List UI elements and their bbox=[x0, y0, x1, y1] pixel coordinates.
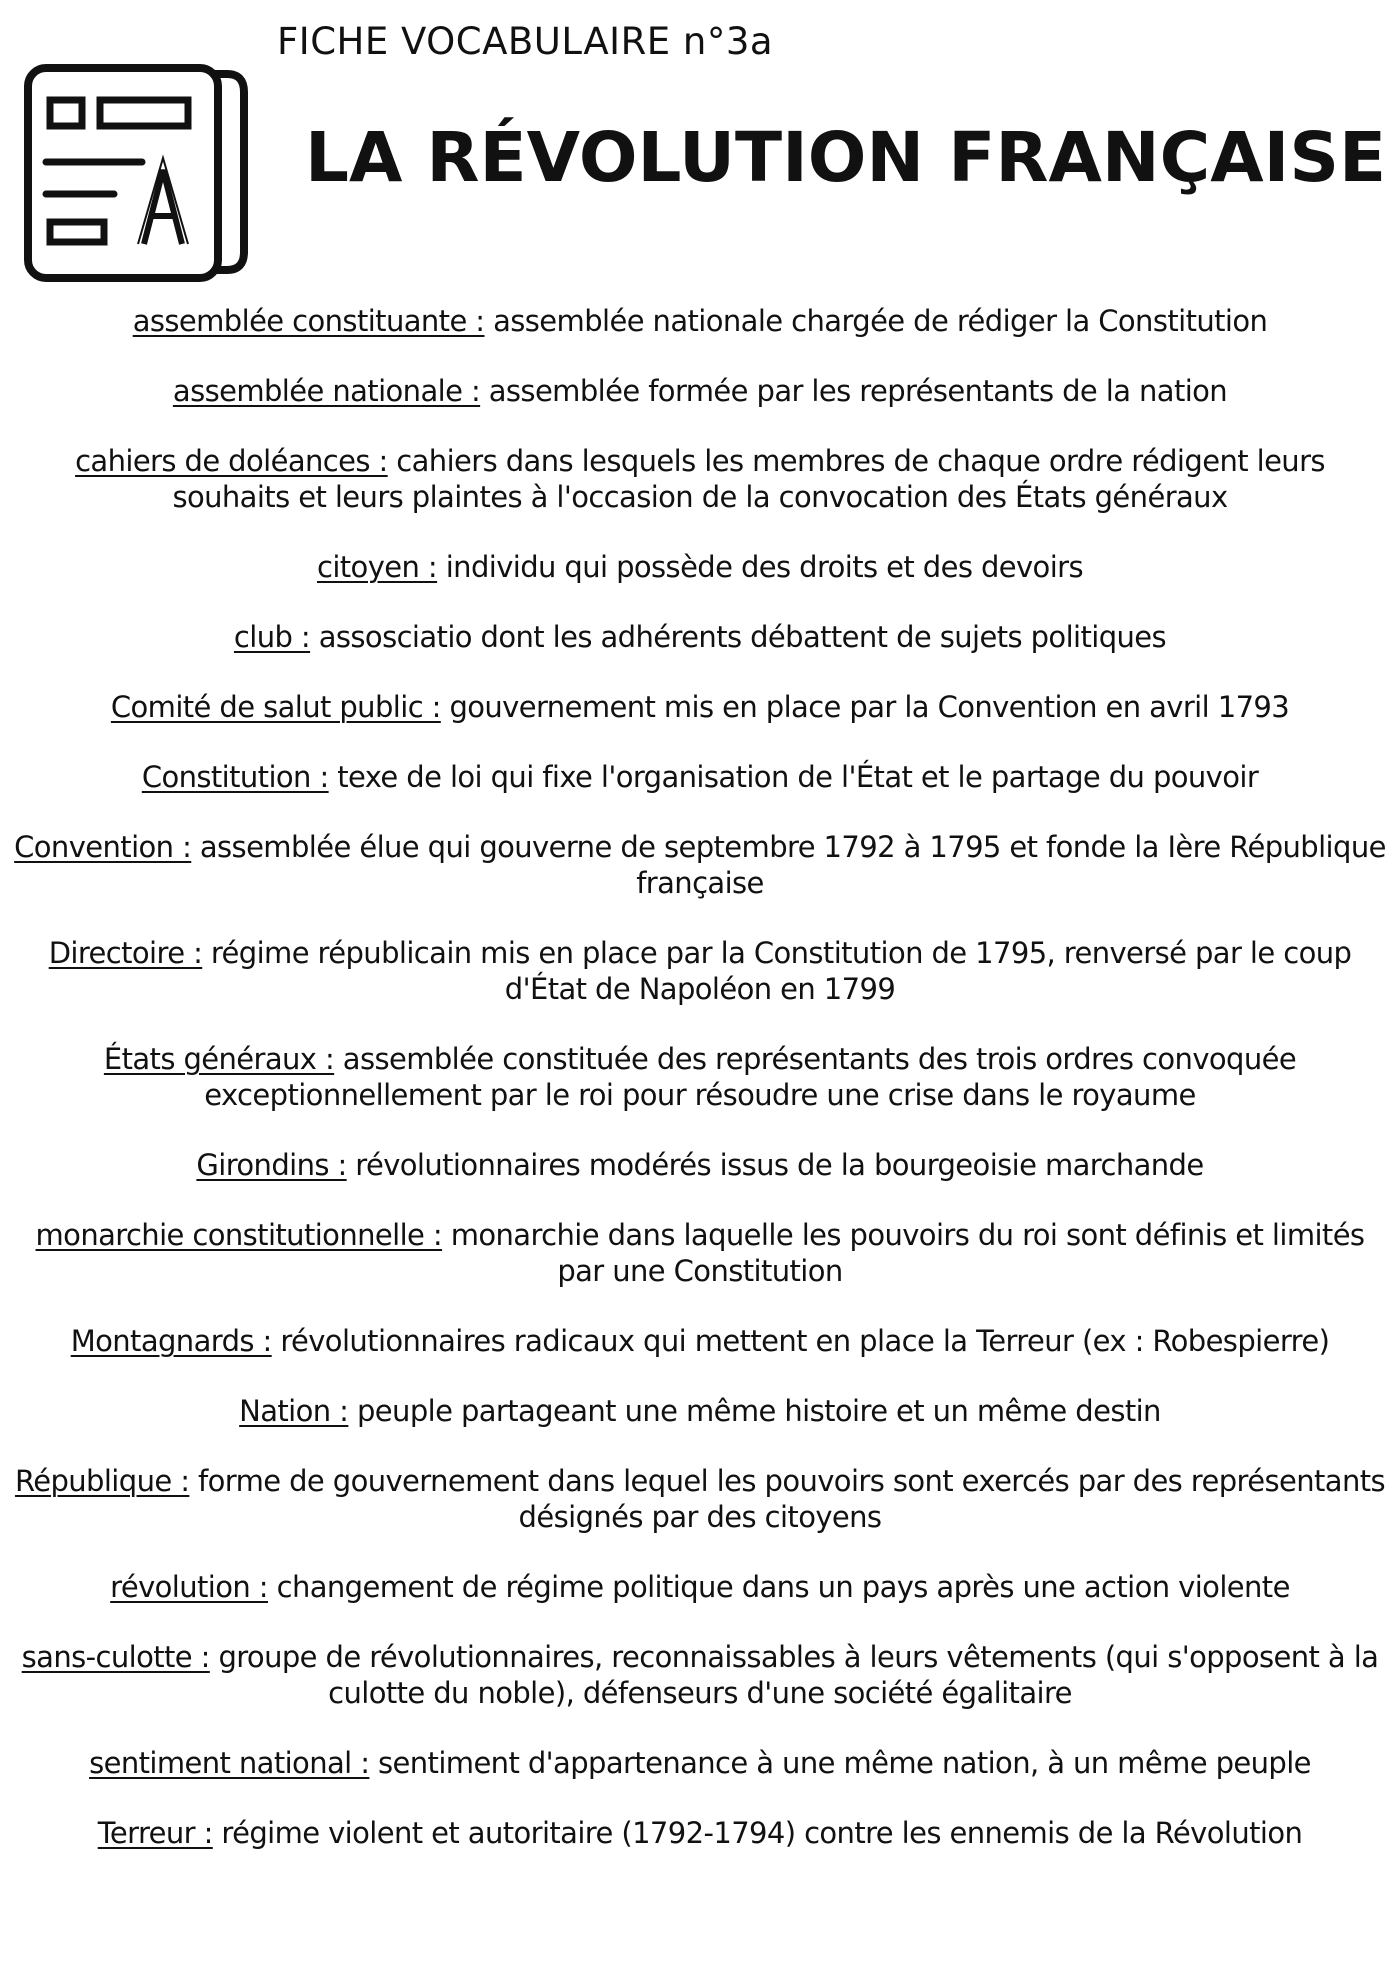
vocab-entry bbox=[14, 1639, 1386, 1711]
vocab-entry bbox=[14, 373, 1386, 409]
vocab-entry bbox=[14, 935, 1386, 1007]
vocab-term: assemblée constituante : bbox=[132, 304, 485, 338]
vocab-entry bbox=[14, 759, 1386, 795]
vocab-entry bbox=[14, 1323, 1386, 1359]
vocab-term: sans-culotte : bbox=[21, 1640, 210, 1674]
vocab-definition: assemblée formée par les représentants de la nation bbox=[488, 374, 1228, 408]
vocab-definition: assosciatio dont les adhérents débattent de sujets politiques bbox=[318, 620, 1167, 654]
vocab-definition: assemblée élue qui gouverne de septembre 1792 à 1795 et fonde la Ière République française bbox=[199, 830, 1386, 900]
vocab-definition: forme de gouvernement dans lequel les pouvoirs sont exercés par des représentants désignés par des citoyens bbox=[198, 1464, 1386, 1534]
vocab-definition: peuple partageant une même histoire et un même destin bbox=[356, 1394, 1161, 1428]
vocab-entry bbox=[14, 619, 1386, 655]
vocab-definition: régime républicain mis en place par la Constitution de 1795, renversé par le coup d'État de Napoléon en 1799 bbox=[210, 936, 1352, 1006]
vocab-term: cahiers de doléances : bbox=[75, 444, 388, 478]
vocab-definition: texe de loi qui fixe l'organisation de l'État et le partage du pouvoir bbox=[337, 760, 1259, 794]
vocab-definition: révolutionnaires radicaux qui mettent en place la Terreur (ex : Robespierre) bbox=[280, 1324, 1330, 1358]
vocab-term: États généraux : bbox=[103, 1042, 335, 1076]
vocab-entry bbox=[14, 1569, 1386, 1605]
vocab-entry bbox=[14, 689, 1386, 725]
vocab-term: Montagnards : bbox=[70, 1324, 272, 1358]
vocab-term: citoyen : bbox=[316, 550, 438, 584]
vocab-term: Terreur : bbox=[97, 1816, 213, 1850]
vocab-term: club : bbox=[233, 620, 311, 654]
vocab-entry bbox=[14, 1041, 1386, 1113]
vocab-term: révolution : bbox=[110, 1570, 268, 1604]
vocab-definition: assemblée constituée des représentants des trois ordres convoquée exceptionnellement par le roi pour résoudre une crise dans le royaume bbox=[204, 1042, 1297, 1112]
vocab-definition: individu qui possède des droits et des devoirs bbox=[445, 550, 1083, 584]
vocab-term: République : bbox=[14, 1464, 190, 1498]
vocab-entry bbox=[14, 1815, 1386, 1851]
vocab-entry bbox=[14, 443, 1386, 515]
vocab-definition: cahiers dans lesquels les membres de chaque ordre rédigent leurs souhaits et leurs plaintes à l'occasion de la convocation des États généraux bbox=[172, 444, 1325, 514]
vocab-entry bbox=[14, 1147, 1386, 1183]
vocab-definition: sentiment d'appartenance à une même nation, à un même peuple bbox=[378, 1746, 1311, 1780]
vocab-term: Constitution : bbox=[141, 760, 329, 794]
vocab-definition: assemblée nationale chargée de rédiger la Constitution bbox=[493, 304, 1268, 338]
vocab-term: sentiment national : bbox=[89, 1746, 370, 1780]
sheet-subtitle: FICHE VOCABULAIRE n°3a bbox=[277, 20, 774, 63]
vocab-term: Comité de salut public : bbox=[110, 690, 441, 724]
vocab-entry bbox=[14, 549, 1386, 585]
vocab-definition: gouvernement mis en place par la Convention en avril 1793 bbox=[449, 690, 1290, 724]
newspaper-icon bbox=[22, 62, 252, 284]
vocab-term: Directoire : bbox=[48, 936, 203, 970]
vocab-definition: groupe de révolutionnaires, reconnaissables à leurs vêtements (qui s'opposent à la culotte du noble), défenseurs d'une société égalitaire bbox=[218, 1640, 1379, 1710]
vocab-entry bbox=[14, 1463, 1386, 1535]
vocab-definition: révolutionnaires modérés issus de la bourgeoisie marchande bbox=[355, 1148, 1204, 1182]
vocab-term: monarchie constitutionnelle : bbox=[35, 1218, 443, 1252]
vocab-term: Nation : bbox=[239, 1394, 349, 1428]
vocab-entry bbox=[14, 1393, 1386, 1429]
vocab-definition: régime violent et autoritaire (1792-1794) contre les ennemis de la Révolution bbox=[221, 1816, 1303, 1850]
vocabulary-list bbox=[14, 303, 1386, 1885]
vocab-entry bbox=[14, 1217, 1386, 1289]
page-title: LA RÉVOLUTION FRANÇAISE bbox=[305, 118, 1387, 198]
vocab-term: assemblée nationale : bbox=[172, 374, 481, 408]
vocab-definition: changement de régime politique dans un pays après une action violente bbox=[276, 1570, 1290, 1604]
vocab-term: Convention : bbox=[14, 830, 192, 864]
vocab-entry bbox=[14, 1745, 1386, 1781]
vocab-entry bbox=[14, 303, 1386, 339]
vocab-definition: monarchie dans laquelle les pouvoirs du roi sont définis et limités par une Constitution bbox=[450, 1218, 1365, 1288]
vocab-term: Girondins : bbox=[196, 1148, 347, 1182]
vocab-entry bbox=[14, 829, 1386, 901]
